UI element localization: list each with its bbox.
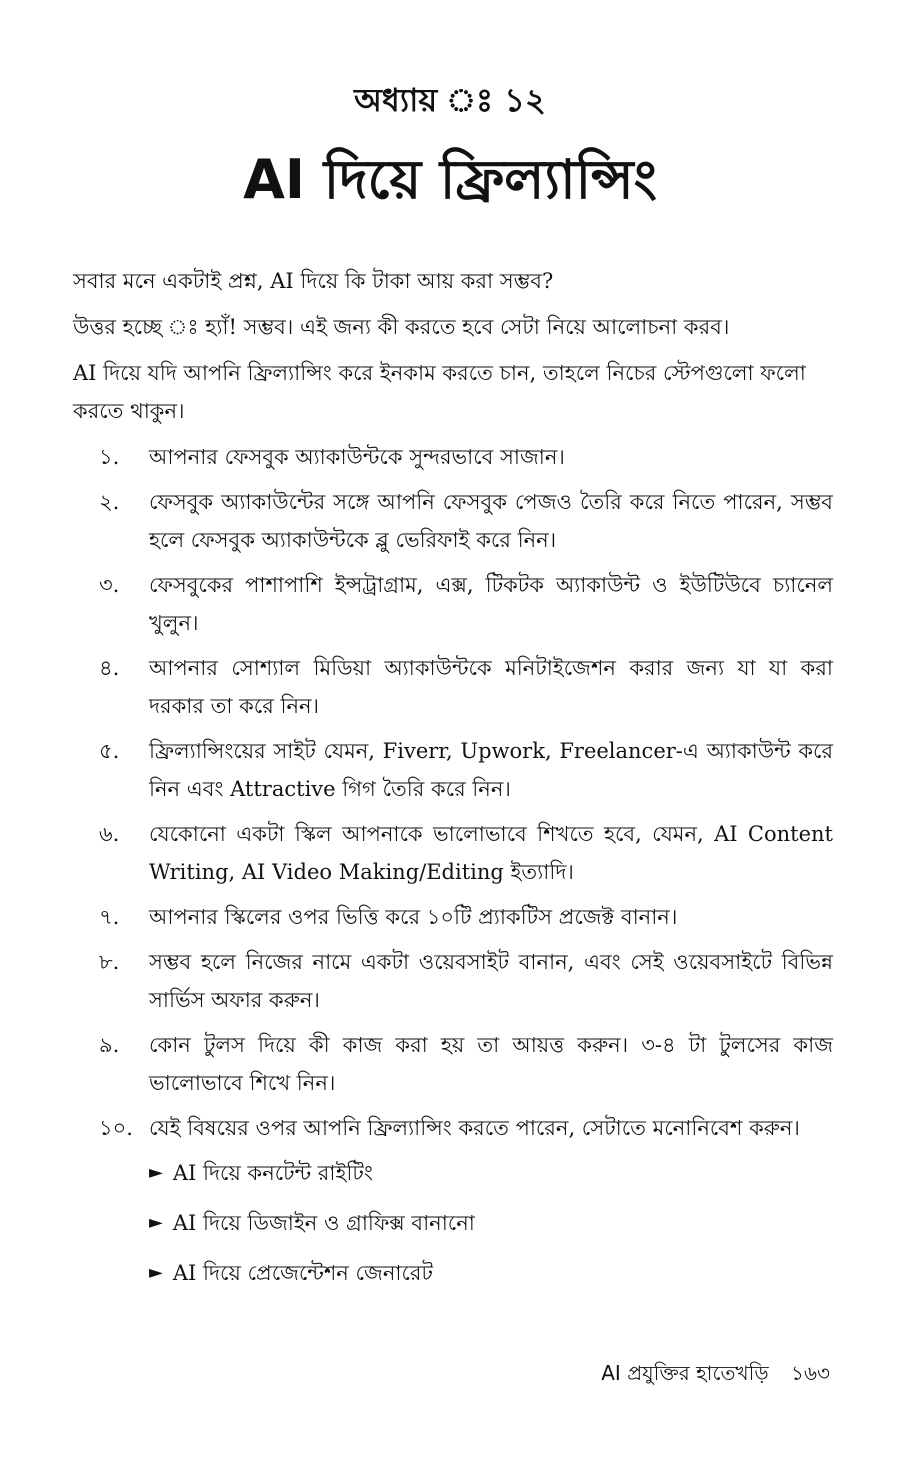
step-item [73,649,833,725]
intro-answer: উত্তর হচ্ছে ঃ হ্যাঁ! সম্ভব। এই জন্য কী করতে হবে সেটা নিয়ে আলোচনা করব। [73,315,730,339]
step-text: যেকোনো একটা স্কিল আপনাকে ভালোভাবে শিখতে হবে, যেমন, AI Content Writing, AI Video Making/Editing ইত্যাদি। [149,822,833,884]
step-number: ১. [99,445,120,469]
bullet-item [149,1254,833,1292]
step-item [73,438,833,476]
step-number: ৫. [99,739,120,763]
bullet-text: AI দিয়ে ডিজাইন ও গ্রাফিক্স বানানো [172,1211,475,1235]
bullet-item [149,1154,833,1192]
bullet-text: AI দিয়ে প্রেজেন্টেশন জেনারেট [172,1261,433,1285]
step-text: আপনার সোশ্যাল মিডিয়া অ্যাকাউন্টকে মনিটাইজেশন করার জন্য যা যা করা দরকার তা করে নিন। [149,656,833,718]
page-number: ১৬৩ [791,1361,830,1385]
running-book-title: AI প্রযুক্তির হাতেখড়ি [601,1361,769,1385]
step-number: ৭. [99,905,120,929]
step-text: যেই বিষয়ের ওপর আপনি ফ্রিল্যান্সিং করতে পারেন, সেটাতে মনোনিবেশ করুন। [149,1116,800,1140]
step-item [73,898,833,936]
page-footer [601,1356,830,1390]
step-text: সম্ভব হলে নিজের নামে একটা ওয়েবসাইট বানান, এবং সেই ওয়েবসাইটে বিভিন্ন সার্ভিস অফার করুন। [149,950,833,1012]
step-text: কোন টুলস দিয়ে কী কাজ করা হয় তা আয়ত্ত করুন। ৩-৪ টা টুলসের কাজ ভালোভাবে শিখে নিন। [149,1033,833,1095]
step-item [73,732,833,808]
step-text: ফ্রিল্যান্সিংয়ের সাইট যেমন, Fiverr, Upwork, Freelancer-এ অ্যাকাউন্ট করে নিন এবং Attractive গিগ তৈরি করে নিন। [149,739,833,801]
step-text: আপনার স্কিলের ওপর ভিত্তি করে ১০টি প্র্যাকটিস প্রজেক্ট বানান। [149,905,678,929]
step-item [73,1109,833,1147]
step-text: ফেসবুক অ্যাকাউন্টের সঙ্গে আপনি ফেসবুক পেজও তৈরি করে নিতে পারেন, সম্ভব হলে ফেসবুক অ্যাকাউন্টকে ব্লু ভেরিফাই করে নিন। [149,490,833,552]
right-triangle-icon: ► [149,1162,163,1183]
chapter-title: AI দিয়ে ফ্রিল্যান্সিং [243,148,657,211]
chapter-label: অধ্যায় ঃ ১২ [354,81,546,119]
step-item [73,815,833,891]
intro-question: সবার মনে একটাই প্রশ্ন, AI দিয়ে কি টাকা আয় করা সম্ভব? [73,269,554,293]
right-triangle-icon: ► [149,1262,163,1283]
bullet-list [73,1154,833,1292]
chapter-body [73,262,833,1304]
right-triangle-icon: ► [149,1212,163,1233]
step-number: ৬. [99,822,120,846]
step-text: ফেসবুকের পাশাপাশি ইন্সট্রাগ্রাম, এক্স, টিকটক অ্যাকাউন্ট ও ইউটিউবে চ্যানেল খুলুন। [149,573,833,635]
bullet-item [149,1204,833,1242]
step-number: ৩. [99,573,120,597]
step-number: ৯. [99,1033,120,1057]
step-item [73,1026,833,1102]
step-item [73,943,833,1019]
step-number: ৮. [99,950,120,974]
bullet-text: AI দিয়ে কনটেন্ট রাইটিং [172,1161,373,1185]
intro-instruction: AI দিয়ে যদি আপনি ফ্রিল্যান্সিং করে ইনকাম করতে চান, তাহলে নিচের স্টেপগুলো ফলো করতে থাকুন। [73,361,806,423]
step-number: ১০. [99,1116,133,1140]
step-item [73,566,833,642]
step-item [73,483,833,559]
step-number: ২. [99,490,120,514]
step-number: ৪. [99,656,120,680]
step-list [73,438,833,1147]
step-text: আপনার ফেসবুক অ্যাকাউন্টকে সুন্দরভাবে সাজান। [149,445,565,469]
